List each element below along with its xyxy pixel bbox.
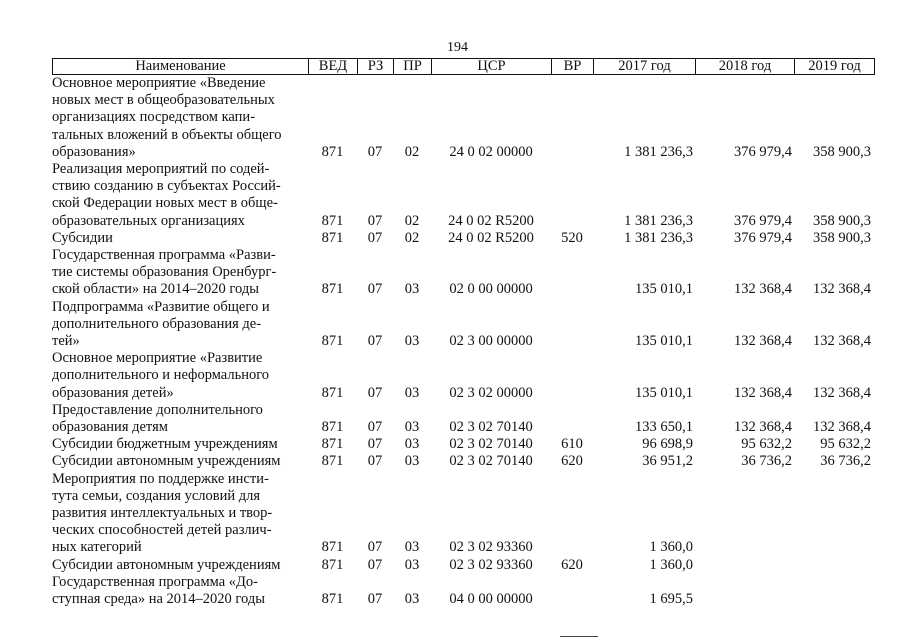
row-name <box>52 230 308 247</box>
table-row <box>52 247 875 299</box>
cell-y2019: 36 736,2 <box>820 453 871 470</box>
table-row <box>52 402 875 436</box>
cell-y2018 <box>695 539 794 556</box>
cell-pr: 03 <box>404 591 420 608</box>
row-name-line: образования детей» <box>52 384 174 401</box>
row-name-line: Основное мероприятие «Введение <box>52 75 266 91</box>
cell-ved: 871 <box>321 384 344 401</box>
row-name-line: Предоставление дополнительного <box>52 401 263 418</box>
cell-y2019: 358 900,3 <box>813 143 871 160</box>
cell-rz: 07 <box>367 281 383 298</box>
cell-pr: 03 <box>404 384 420 401</box>
row-name <box>52 402 308 436</box>
row-name <box>52 557 308 574</box>
row-values <box>308 281 873 298</box>
cell-y2017: 135 010,1 <box>635 281 693 298</box>
cell-y2019: 132 368,4 <box>813 281 871 298</box>
cell-rz: 07 <box>367 591 383 608</box>
row-name-line: образования детям <box>52 419 168 436</box>
cell-y2019 <box>794 591 873 608</box>
row-name-line: Реализация мероприятий по содей- <box>52 161 270 178</box>
cell-y2018 <box>695 591 794 608</box>
row-name-line: развития интеллектуальных и твор- <box>52 505 273 522</box>
cell-y2018: 132 368,4 <box>734 281 792 298</box>
cell-csr: 02 3 02 70140 <box>449 436 533 453</box>
row-name-line: образования» <box>52 143 136 160</box>
cell-y2018: 95 632,2 <box>741 436 792 453</box>
page-number: 194 <box>447 40 468 55</box>
cell-rz: 07 <box>367 229 383 246</box>
cell-ved: 871 <box>321 453 344 470</box>
header-2018: 2018 год <box>696 59 795 74</box>
cell-csr: 24 0 02 R5200 <box>448 212 534 229</box>
row-name-line: ствию созданию в субъектах Россий- <box>52 178 281 195</box>
cell-ved: 871 <box>321 556 344 573</box>
row-name-line: ступная среда» на 2014–2020 годы <box>52 591 265 608</box>
cell-y2017: 1 695,5 <box>649 591 693 608</box>
header-vr: ВР <box>552 59 594 74</box>
cell-vr <box>551 281 593 298</box>
cell-y2017: 135 010,1 <box>635 333 693 350</box>
header-2017: 2017 год <box>594 59 696 74</box>
cell-ved: 871 <box>321 539 344 556</box>
cell-y2018: 376 979,4 <box>734 143 792 160</box>
cell-vr: 610 <box>561 436 583 453</box>
row-name-line: тие системы образования Оренбург- <box>52 264 277 281</box>
cell-ved: 871 <box>321 436 344 453</box>
cell-vr: 620 <box>561 556 583 573</box>
cell-y2017: 1 381 236,3 <box>624 229 693 246</box>
row-name-line: дополнительного образования де- <box>52 315 262 332</box>
row-name-line: дополнительного и неформального <box>52 367 270 384</box>
row-values <box>308 436 873 453</box>
cell-y2017: 1 360,0 <box>649 556 693 573</box>
cell-csr: 02 3 02 70140 <box>449 453 533 470</box>
cell-rz: 07 <box>367 212 383 229</box>
cell-y2019: 358 900,3 <box>813 212 871 229</box>
cell-vr <box>551 385 593 402</box>
row-values <box>308 453 873 470</box>
cell-y2018: 132 368,4 <box>734 384 792 401</box>
row-name-line: ческих способностей детей различ- <box>52 522 272 539</box>
cell-rz: 07 <box>367 419 383 436</box>
cell-rz: 07 <box>367 556 383 573</box>
cell-y2019: 95 632,2 <box>820 436 871 453</box>
cell-vr <box>551 144 593 161</box>
cell-pr: 03 <box>404 436 420 453</box>
row-name-line: тей» <box>52 333 80 350</box>
cell-ved: 871 <box>321 591 344 608</box>
cell-pr: 02 <box>404 229 420 246</box>
row-values <box>308 230 873 247</box>
row-name-line: Субсидии бюджетным учреждениям <box>52 436 278 453</box>
row-name <box>52 453 308 470</box>
row-name-line: тальных вложений в объекты общего <box>52 126 282 143</box>
cell-pr: 02 <box>404 143 420 160</box>
cell-y2019: 132 368,4 <box>813 333 871 350</box>
cell-csr: 04 0 00 00000 <box>449 591 533 608</box>
cell-ved: 871 <box>321 212 344 229</box>
row-name-line: Основное мероприятие «Развитие <box>52 350 263 367</box>
cell-vr <box>551 333 593 350</box>
table-row <box>52 453 875 470</box>
row-name-line: Мероприятия по поддержке инсти- <box>52 470 269 487</box>
table-row <box>52 436 875 453</box>
cell-pr: 03 <box>404 539 420 556</box>
cell-pr: 03 <box>404 333 420 350</box>
table-row <box>52 557 875 574</box>
cell-vr <box>551 591 593 608</box>
header-rz: РЗ <box>358 59 394 74</box>
row-values <box>308 591 873 608</box>
cell-y2019 <box>794 557 873 574</box>
cell-vr <box>551 539 593 556</box>
row-name-line: Субсидии автономным учреждениям <box>52 453 281 470</box>
row-values <box>308 213 873 230</box>
cell-csr: 24 0 02 R5200 <box>448 229 534 246</box>
cell-pr: 02 <box>404 212 420 229</box>
row-values <box>308 419 873 436</box>
table-row <box>52 574 875 608</box>
row-name <box>52 75 308 161</box>
cell-vr: 620 <box>561 453 583 470</box>
table-row <box>52 350 875 402</box>
row-name-line: образовательных организациях <box>52 212 245 229</box>
cell-csr: 02 3 02 93360 <box>449 556 533 573</box>
row-values <box>308 385 873 402</box>
cell-ved: 871 <box>321 281 344 298</box>
cell-y2019: 132 368,4 <box>813 384 871 401</box>
header-2019: 2019 год <box>808 58 861 74</box>
cell-y2017: 1 381 236,3 <box>624 143 693 160</box>
cell-y2017: 135 010,1 <box>635 384 693 401</box>
cell-rz: 07 <box>367 436 383 453</box>
row-values <box>308 539 873 556</box>
cell-pr: 03 <box>404 281 420 298</box>
row-name-line: Государственная программа «До- <box>52 573 259 590</box>
table-row <box>52 299 875 351</box>
row-name-line: Субсидии автономным учреждениям <box>52 556 281 573</box>
header-csr: ЦСР <box>432 59 552 74</box>
header-ved: ВЕД <box>309 59 358 74</box>
cell-y2019: 132 368,4 <box>813 419 871 436</box>
row-name-line: новых мест в общеобразовательных <box>52 92 275 109</box>
row-name <box>52 471 308 557</box>
row-name-line: Государственная программа «Разви- <box>52 247 276 264</box>
row-name-line: Субсидии <box>52 229 113 246</box>
row-name-line: тута семьи, создания условий для <box>52 487 261 504</box>
footer-divider <box>560 636 598 637</box>
cell-pr: 03 <box>404 556 420 573</box>
cell-csr: 02 3 02 00000 <box>449 384 533 401</box>
cell-rz: 07 <box>367 539 383 556</box>
cell-csr: 24 0 02 00000 <box>449 143 533 160</box>
cell-vr: 520 <box>561 229 583 246</box>
row-values <box>308 333 873 350</box>
row-values <box>308 144 873 161</box>
table-row <box>52 75 875 161</box>
row-name <box>52 350 308 402</box>
table-header <box>52 58 875 75</box>
row-name <box>52 161 308 230</box>
cell-y2017: 1 360,0 <box>649 539 693 556</box>
cell-y2017: 133 650,1 <box>635 419 693 436</box>
cell-y2019: 358 900,3 <box>813 229 871 246</box>
table-row <box>52 230 875 247</box>
cell-y2017: 1 381 236,3 <box>624 212 693 229</box>
cell-vr <box>551 419 593 436</box>
cell-y2017: 36 951,2 <box>642 453 693 470</box>
header-name: Наименование <box>53 59 309 74</box>
row-name-line: ской области» на 2014–2020 годы <box>52 281 259 298</box>
cell-csr: 02 3 00 00000 <box>449 333 533 350</box>
row-values <box>308 557 873 574</box>
cell-csr: 02 3 02 70140 <box>449 419 533 436</box>
cell-y2018: 376 979,4 <box>734 229 792 246</box>
cell-ved: 871 <box>321 419 344 436</box>
row-name <box>52 247 308 299</box>
table-row <box>52 471 875 557</box>
row-name <box>52 574 308 608</box>
row-name <box>52 436 308 453</box>
row-name-line: ской Федерации новых мест в обще- <box>52 195 278 212</box>
cell-y2018: 132 368,4 <box>734 333 792 350</box>
cell-ved: 871 <box>321 333 344 350</box>
cell-vr <box>551 213 593 230</box>
row-name-line: Подпрограмма «Развитие общего и <box>52 298 270 315</box>
cell-y2019 <box>794 539 873 556</box>
cell-ved: 871 <box>321 229 344 246</box>
table-row <box>52 161 875 230</box>
cell-rz: 07 <box>367 384 383 401</box>
table-body <box>52 75 875 608</box>
cell-ved: 871 <box>321 143 344 160</box>
cell-y2018 <box>695 557 794 574</box>
row-name-line: организациях посредством капи- <box>52 109 256 126</box>
cell-y2018: 132 368,4 <box>734 419 792 436</box>
cell-rz: 07 <box>367 453 383 470</box>
cell-rz: 07 <box>367 143 383 160</box>
row-name <box>52 299 308 351</box>
cell-pr: 03 <box>404 419 420 436</box>
cell-pr: 03 <box>404 453 420 470</box>
cell-csr: 02 3 02 93360 <box>449 539 533 556</box>
cell-csr: 02 0 00 00000 <box>449 281 533 298</box>
cell-rz: 07 <box>367 333 383 350</box>
cell-y2018: 36 736,2 <box>741 453 792 470</box>
header-pr: ПР <box>394 59 432 74</box>
cell-y2018: 376 979,4 <box>734 212 792 229</box>
cell-y2017: 96 698,9 <box>642 436 693 453</box>
row-name-line: ных категорий <box>52 539 142 556</box>
